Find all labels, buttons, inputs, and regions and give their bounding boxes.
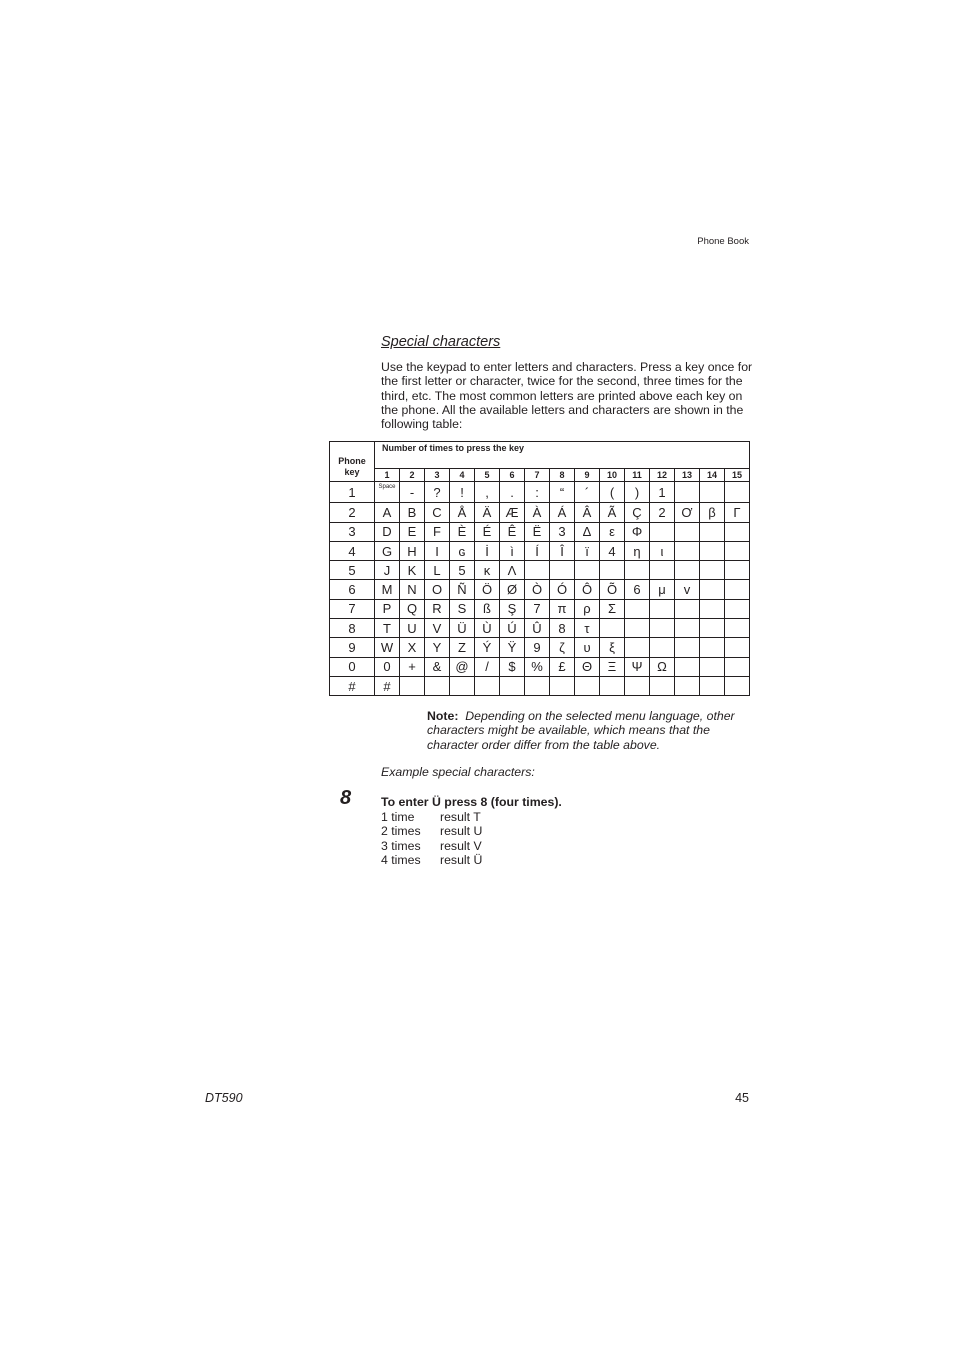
character-cell: . bbox=[500, 482, 525, 503]
character-cell: Ê bbox=[500, 522, 525, 541]
character-cell: Å bbox=[450, 503, 475, 522]
character-cell: Ý bbox=[475, 638, 500, 657]
character-cell: Â bbox=[575, 503, 600, 522]
character-cell: 3 bbox=[550, 522, 575, 541]
character-cell: P bbox=[375, 599, 400, 618]
character-cell bbox=[675, 619, 700, 638]
character-cell bbox=[650, 599, 675, 618]
character-cell bbox=[475, 676, 500, 695]
times-header: Number of times to press the key bbox=[375, 442, 750, 469]
character-cell: ì bbox=[500, 541, 525, 560]
character-cell: Õ bbox=[600, 580, 625, 599]
character-cell: È bbox=[450, 522, 475, 541]
character-cell: Û bbox=[525, 619, 550, 638]
special-characters-table bbox=[329, 441, 750, 696]
character-cell: υ bbox=[575, 638, 600, 657]
character-cell: ( bbox=[600, 482, 625, 503]
character-cell: Ÿ bbox=[500, 638, 525, 657]
result-value: result V bbox=[440, 838, 482, 853]
phone-key-cell: 4 bbox=[330, 541, 375, 560]
character-cell bbox=[600, 676, 625, 695]
character-cell: : bbox=[525, 482, 550, 503]
character-cell: Ψ bbox=[625, 657, 650, 676]
step-number: 8 bbox=[340, 787, 352, 809]
character-cell bbox=[725, 676, 750, 695]
press-count: 3 times bbox=[381, 838, 421, 853]
character-cell: ? bbox=[425, 482, 450, 503]
column-header: 12 bbox=[650, 469, 675, 482]
character-cell: ! bbox=[450, 482, 475, 503]
character-cell: C bbox=[425, 503, 450, 522]
character-cell bbox=[500, 676, 525, 695]
character-cell bbox=[525, 676, 550, 695]
table-row bbox=[330, 657, 750, 676]
character-cell: ɢ bbox=[450, 541, 475, 560]
phone-key-cell: 8 bbox=[330, 619, 375, 638]
character-cell bbox=[675, 676, 700, 695]
character-cell bbox=[575, 676, 600, 695]
character-cell bbox=[625, 638, 650, 657]
table-row bbox=[330, 599, 750, 618]
character-cell bbox=[700, 522, 725, 541]
character-cell: 2 bbox=[650, 503, 675, 522]
character-cell: T bbox=[375, 619, 400, 638]
character-cell: Ş bbox=[500, 599, 525, 618]
character-cell: - bbox=[400, 482, 425, 503]
character-cell: % bbox=[525, 657, 550, 676]
column-header: 9 bbox=[575, 469, 600, 482]
character-cell: V bbox=[425, 619, 450, 638]
character-cell bbox=[625, 676, 650, 695]
character-cell: Ô bbox=[575, 580, 600, 599]
character-cell bbox=[550, 561, 575, 580]
character-cell bbox=[700, 541, 725, 560]
character-cell bbox=[650, 676, 675, 695]
character-cell: $ bbox=[500, 657, 525, 676]
character-cell: 6 bbox=[625, 580, 650, 599]
column-header: 8 bbox=[550, 469, 575, 482]
character-cell: Ω bbox=[650, 657, 675, 676]
character-cell: ε bbox=[600, 522, 625, 541]
character-cell bbox=[425, 676, 450, 695]
column-header: 7 bbox=[525, 469, 550, 482]
character-cell: I bbox=[425, 541, 450, 560]
press-count: 1 time bbox=[381, 810, 415, 824]
character-cell: ß bbox=[475, 599, 500, 618]
character-cell bbox=[725, 580, 750, 599]
column-header: 3 bbox=[425, 469, 450, 482]
character-cell: Ã bbox=[600, 503, 625, 522]
character-cell bbox=[700, 482, 725, 503]
character-cell: ´ bbox=[575, 482, 600, 503]
character-cell bbox=[725, 638, 750, 657]
table-row bbox=[330, 580, 750, 599]
result-value: result T bbox=[440, 810, 481, 824]
footer-model: DT590 bbox=[205, 1091, 243, 1105]
character-cell: ᴠ bbox=[675, 580, 700, 599]
character-cell: D bbox=[375, 522, 400, 541]
phone-key-cell: 0 bbox=[330, 657, 375, 676]
character-cell: # bbox=[375, 676, 400, 695]
character-cell: η bbox=[625, 541, 650, 560]
character-cell: ᴋ bbox=[475, 561, 500, 580]
character-cell: Ä bbox=[475, 503, 500, 522]
character-cell bbox=[550, 676, 575, 695]
character-cell: W bbox=[375, 638, 400, 657]
character-cell: Δ bbox=[575, 522, 600, 541]
character-cell: É bbox=[475, 522, 500, 541]
character-cell bbox=[525, 561, 550, 580]
character-cell: O bbox=[425, 580, 450, 599]
character-cell bbox=[725, 522, 750, 541]
column-header: 4 bbox=[450, 469, 475, 482]
column-header: 15 bbox=[725, 469, 750, 482]
character-cell: , bbox=[475, 482, 500, 503]
character-cell: Z bbox=[450, 638, 475, 657]
column-header: 5 bbox=[475, 469, 500, 482]
column-header: 6 bbox=[500, 469, 525, 482]
running-header: Phone Book bbox=[697, 236, 749, 247]
character-cell: Λ bbox=[500, 561, 525, 580]
character-cell bbox=[725, 599, 750, 618]
character-cell bbox=[725, 482, 750, 503]
table-row bbox=[330, 482, 750, 503]
result-row bbox=[381, 824, 482, 838]
character-cell: π bbox=[550, 599, 575, 618]
character-cell: ï bbox=[575, 541, 600, 560]
character-cell: Ç bbox=[625, 503, 650, 522]
step-title: To enter Ü press 8 (four times). bbox=[381, 795, 562, 809]
character-cell: G bbox=[375, 541, 400, 560]
character-cell: X bbox=[400, 638, 425, 657]
table-row bbox=[330, 619, 750, 638]
phone-key-cell: 6 bbox=[330, 580, 375, 599]
character-cell bbox=[675, 541, 700, 560]
character-cell: ι bbox=[650, 541, 675, 560]
phone-key-cell: # bbox=[330, 676, 375, 695]
character-cell: Ø bbox=[500, 580, 525, 599]
phone-key-cell: 3 bbox=[330, 522, 375, 541]
character-cell bbox=[700, 657, 725, 676]
character-cell bbox=[600, 619, 625, 638]
character-cell bbox=[625, 599, 650, 618]
character-cell: İ bbox=[475, 541, 500, 560]
character-cell bbox=[725, 657, 750, 676]
character-cell bbox=[675, 522, 700, 541]
character-cell: S bbox=[450, 599, 475, 618]
table-row bbox=[330, 638, 750, 657]
table-row bbox=[330, 676, 750, 695]
press-count: 4 times bbox=[381, 853, 421, 868]
table-row bbox=[330, 541, 750, 560]
character-cell: Ü bbox=[450, 619, 475, 638]
character-cell bbox=[650, 619, 675, 638]
character-cell: U bbox=[400, 619, 425, 638]
results-list bbox=[381, 810, 482, 868]
character-cell bbox=[675, 657, 700, 676]
character-cell: Ơ bbox=[675, 503, 700, 522]
character-cell bbox=[675, 561, 700, 580]
character-cell: E bbox=[400, 522, 425, 541]
character-cell bbox=[675, 599, 700, 618]
phone-key-cell: 1 bbox=[330, 482, 375, 503]
character-cell bbox=[675, 482, 700, 503]
character-cell bbox=[700, 580, 725, 599]
character-cell: M bbox=[375, 580, 400, 599]
character-cell: @ bbox=[450, 657, 475, 676]
character-cell bbox=[675, 638, 700, 657]
column-header: 2 bbox=[400, 469, 425, 482]
character-cell: 9 bbox=[525, 638, 550, 657]
character-cell: Ù bbox=[475, 619, 500, 638]
character-cell bbox=[625, 561, 650, 580]
character-cell: Æ bbox=[500, 503, 525, 522]
character-cell: + bbox=[400, 657, 425, 676]
character-cell: B bbox=[400, 503, 425, 522]
phone-key-cell: 5 bbox=[330, 561, 375, 580]
character-cell: β bbox=[700, 503, 725, 522]
character-cell: Ó bbox=[550, 580, 575, 599]
phone-key-cell: 9 bbox=[330, 638, 375, 657]
character-cell: Γ bbox=[725, 503, 750, 522]
character-cell: K bbox=[400, 561, 425, 580]
note-text: Depending on the selected menu language, other characters might be available, which means that the character order differ from the table above. bbox=[427, 709, 735, 752]
character-cell: Í bbox=[525, 541, 550, 560]
phone-key-cell: 7 bbox=[330, 599, 375, 618]
table-row bbox=[330, 503, 750, 522]
character-cell: μ bbox=[650, 580, 675, 599]
character-cell bbox=[450, 676, 475, 695]
note-label: Note: bbox=[427, 709, 459, 723]
character-cell: 1 bbox=[650, 482, 675, 503]
note bbox=[427, 709, 749, 752]
section-title: Special characters bbox=[381, 334, 501, 350]
character-cell: “ bbox=[550, 482, 575, 503]
column-header: 13 bbox=[675, 469, 700, 482]
character-cell: Ñ bbox=[450, 580, 475, 599]
character-cell: F bbox=[425, 522, 450, 541]
character-cell: £ bbox=[550, 657, 575, 676]
character-cell: Q bbox=[400, 599, 425, 618]
column-header: 10 bbox=[600, 469, 625, 482]
character-cell: ζ bbox=[550, 638, 575, 657]
intro-paragraph: Use the keypad to enter letters and characters. Press a key once for the first letter or character, twice for the second, three times for the third, etc. The most common letters are printed above each key on the phone. All the available letters and characters are shown in the following table: bbox=[381, 360, 753, 432]
result-value: result U bbox=[440, 824, 483, 839]
character-cell: A bbox=[375, 503, 400, 522]
result-value: result Ü bbox=[440, 853, 483, 868]
character-cell: H bbox=[400, 541, 425, 560]
character-cell: N bbox=[400, 580, 425, 599]
character-cell bbox=[575, 561, 600, 580]
character-cell: Φ bbox=[625, 522, 650, 541]
character-cell: Ú bbox=[500, 619, 525, 638]
character-cell bbox=[625, 619, 650, 638]
character-cell: 8 bbox=[550, 619, 575, 638]
character-cell: Á bbox=[550, 503, 575, 522]
character-cell: R bbox=[425, 599, 450, 618]
character-cell: Ö bbox=[475, 580, 500, 599]
character-cell: Î bbox=[550, 541, 575, 560]
character-cell: Σ bbox=[600, 599, 625, 618]
character-cell bbox=[700, 599, 725, 618]
character-cell: À bbox=[525, 503, 550, 522]
character-cell: Space bbox=[375, 482, 400, 503]
character-cell bbox=[700, 619, 725, 638]
table-row bbox=[330, 561, 750, 580]
character-cell: ) bbox=[625, 482, 650, 503]
column-header: 11 bbox=[625, 469, 650, 482]
column-header: 14 bbox=[700, 469, 725, 482]
character-cell bbox=[725, 541, 750, 560]
character-cell bbox=[650, 638, 675, 657]
phone-key-header: Phone key bbox=[330, 442, 375, 482]
character-cell: ρ bbox=[575, 599, 600, 618]
character-cell: J bbox=[375, 561, 400, 580]
character-cell: ξ bbox=[600, 638, 625, 657]
character-cell: 7 bbox=[525, 599, 550, 618]
character-cell bbox=[650, 522, 675, 541]
character-cell bbox=[725, 561, 750, 580]
page-number: 45 bbox=[735, 1091, 749, 1105]
character-cell: / bbox=[475, 657, 500, 676]
character-cell bbox=[400, 676, 425, 695]
result-row bbox=[381, 839, 482, 853]
character-cell: Y bbox=[425, 638, 450, 657]
character-cell: 4 bbox=[600, 541, 625, 560]
character-cell: τ bbox=[575, 619, 600, 638]
column-header: 1 bbox=[375, 469, 400, 482]
character-cell bbox=[600, 561, 625, 580]
character-cell: Ξ bbox=[600, 657, 625, 676]
example-label: Example special characters: bbox=[381, 765, 535, 779]
character-cell: Ë bbox=[525, 522, 550, 541]
character-cell bbox=[700, 676, 725, 695]
character-cell: 5 bbox=[450, 561, 475, 580]
phone-key-cell: 2 bbox=[330, 503, 375, 522]
character-cell: Θ bbox=[575, 657, 600, 676]
press-count: 2 times bbox=[381, 824, 421, 839]
character-cell bbox=[725, 619, 750, 638]
character-cell bbox=[700, 638, 725, 657]
character-cell: 0 bbox=[375, 657, 400, 676]
character-cell bbox=[700, 561, 725, 580]
table-row bbox=[330, 522, 750, 541]
character-cell: Ò bbox=[525, 580, 550, 599]
result-row bbox=[381, 810, 482, 824]
result-row bbox=[381, 853, 482, 867]
character-cell bbox=[650, 561, 675, 580]
character-cell: L bbox=[425, 561, 450, 580]
character-cell: & bbox=[425, 657, 450, 676]
